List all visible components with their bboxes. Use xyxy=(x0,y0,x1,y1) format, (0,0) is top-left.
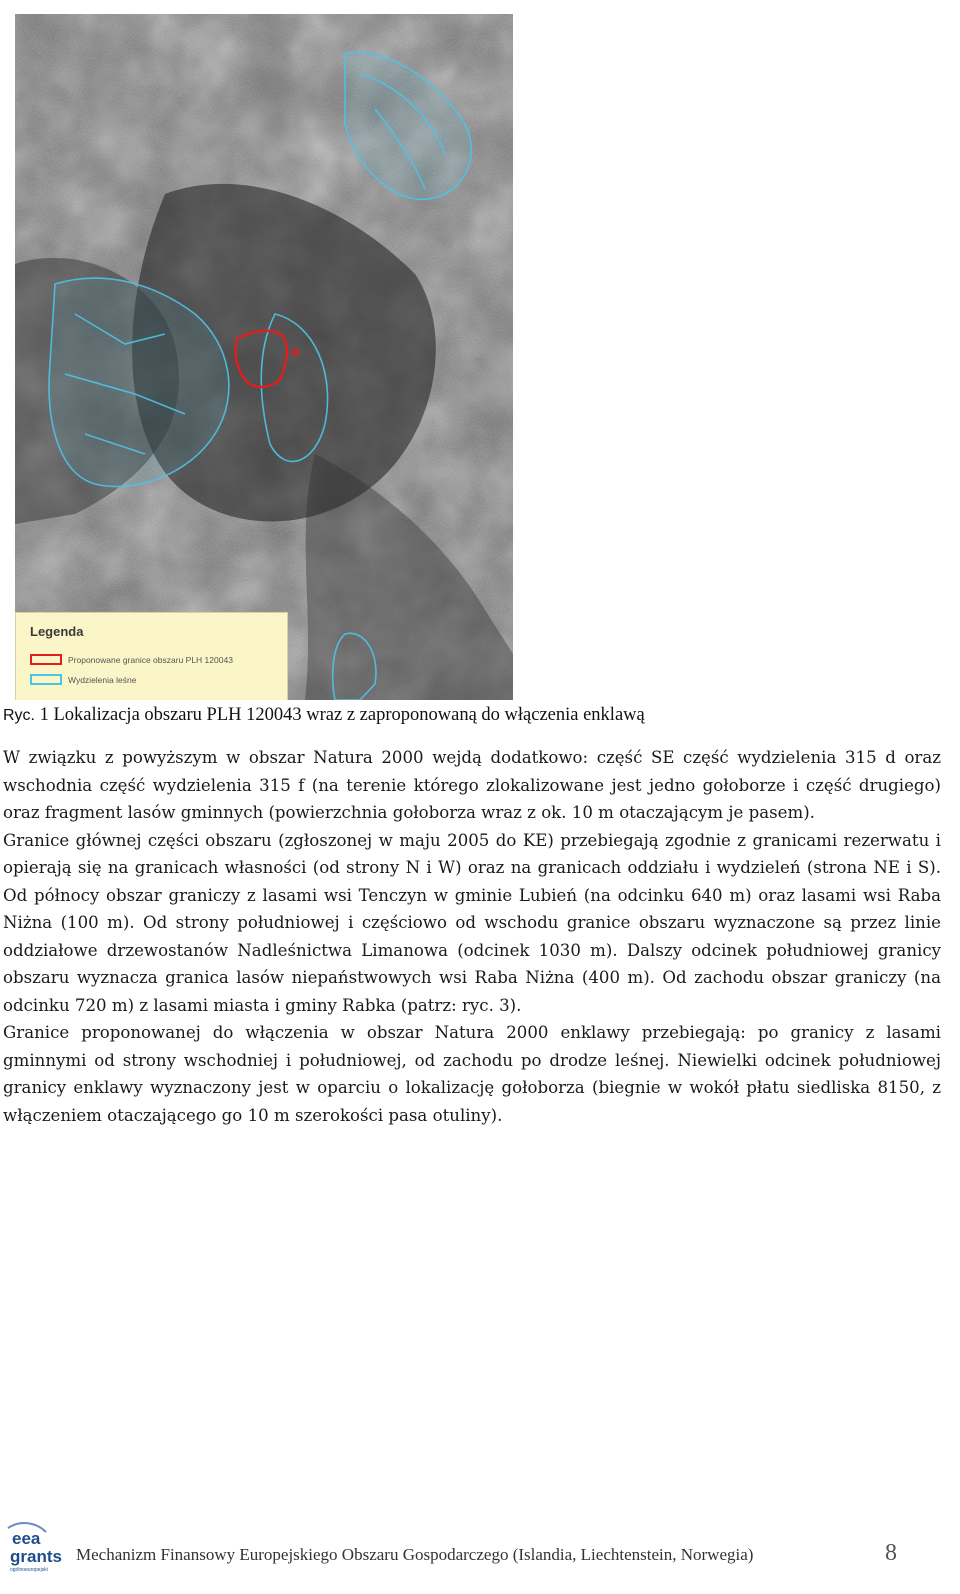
logo-text-bottom: grants xyxy=(10,1547,62,1566)
page-number: 8 xyxy=(885,1540,897,1566)
logo-text-top: eea xyxy=(12,1529,41,1548)
enclave-label: a xyxy=(291,343,300,360)
legend-item-proposed-boundary xyxy=(30,653,233,666)
legend-title: Legenda xyxy=(30,624,84,639)
legend-item-forest-subdivisions xyxy=(30,673,136,686)
cyan-outline-swatch-icon xyxy=(30,674,62,685)
figure-caption xyxy=(3,705,943,726)
paragraph: W związku z powyższym w obszar Natura 2000 wejdą dodatkowo: część SE część wydzielenia 315 d oraz wschodnia część wydzielenia 315 f (na terenie którego zlokalizowane jest jedno gołoborze i część drugiego) oraz fragment lasów gminnych (powierzchnia gołoborza wraz z ok. 10 m otaczającym je pasem). xyxy=(3,748,941,822)
footer-text: Mechanizm Finansowy Europejskiego Obszaru Gospodarczego (Islandia, Liechtenstein, Norwegia) xyxy=(76,1545,754,1564)
legend-item-label: Proponowane granice obszaru PLH 120043 xyxy=(68,654,233,665)
page-footer xyxy=(0,1510,960,1594)
paragraph: Granice głównej części obszaru (zgłoszonej w maju 2005 do KE) przebiegają zgodnie z granicami rezerwatu i opierają się na granicach własności (od strony N i W) oraz na granicach oddziału i wydzieleń (strona NE i S). Od północy obszar graniczy z lasami wsi Tenczyn w gminie Lubień (na odcinku 640 m) oraz lasami wsi Raba Niżna (100 m). Od strony południowej i częściowo od wschodu granice obszaru wyznaczone są przez linie oddziałowe drzewostanów Nadleśnictwa Limanowa (odcinek 1030 m). Dalszy odcinek południowej granicy obszaru wyznacza granica lasów niepaństwowych wsi Raba Niżna (400 m). Od zachodu obszar graniczy (na odcinku 720 m) z lasami miasta i gminy Rabka (patrz: ryc. 3). xyxy=(3,830,941,1015)
body-text xyxy=(3,744,941,1129)
map-legend xyxy=(15,612,288,700)
satellite-map-image xyxy=(15,14,513,700)
logo-tagline: ogólnoeuropejski xyxy=(10,1567,48,1573)
paragraph: Granice proponowanej do włączenia w obszar Natura 2000 enklawy przebiegają: po granicy z lasami gminnymi od strony wschodniej i południowej, od zachodu po drodze leśnej. Niewielki odcinek południowej granicy enklawy wyznaczony jest w oparciu o lokalizację gołoborza (biegnie w wokół płatu siedliska 8150, z włączeniem otaczającego go 10 m szerokości pasa otuliny). xyxy=(3,1023,941,1125)
caption-lead: Ryc. xyxy=(3,707,35,724)
caption-text: 1 Lokalizacja obszaru PLH 120043 wraz z zaproponowaną do włączenia enklawą xyxy=(39,705,645,725)
satellite-map-figure xyxy=(15,14,513,700)
eea-grants-logo xyxy=(6,1518,72,1574)
legend-item-label: Wydzielenia leśne xyxy=(68,674,137,685)
red-outline-swatch-icon xyxy=(30,654,62,665)
